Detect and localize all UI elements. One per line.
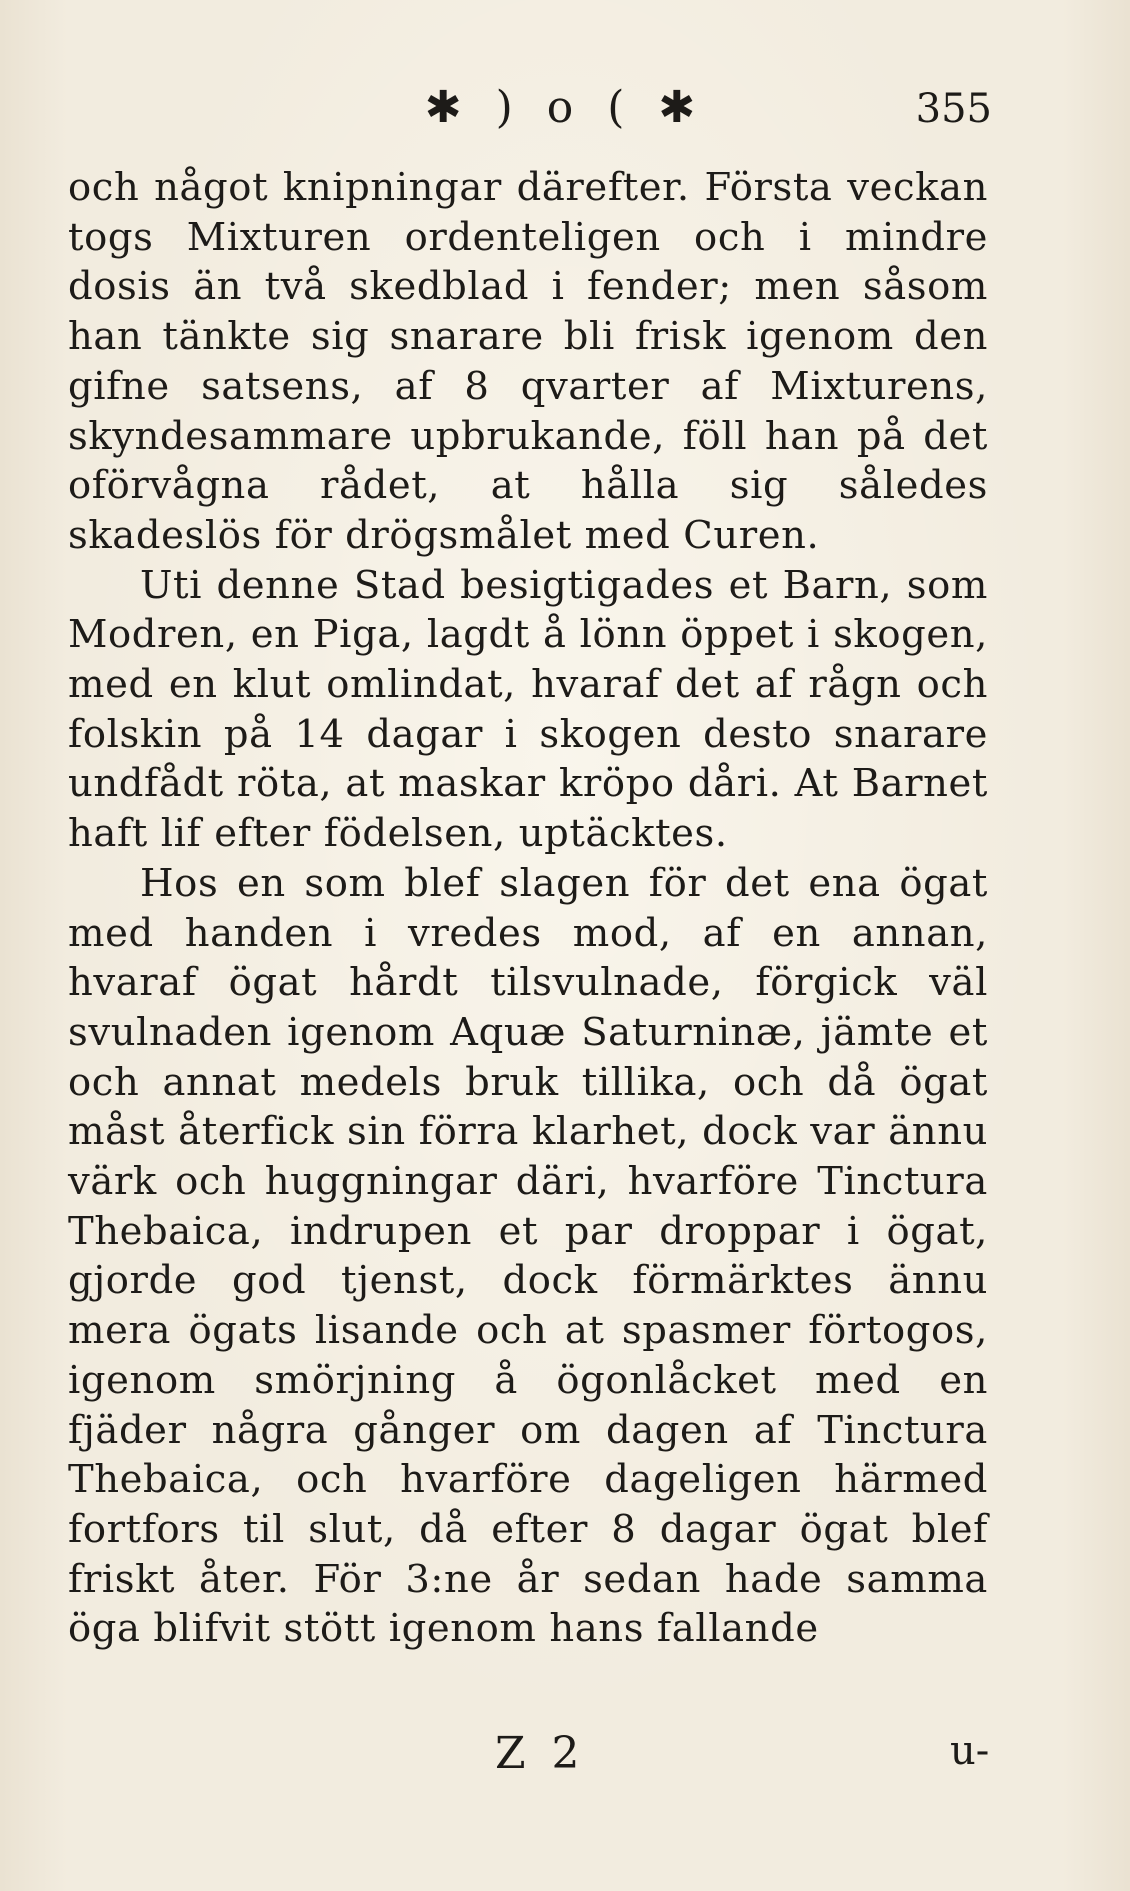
paragraph-2: Uti denne Stad besigtigades et Barn, som Modren, en Piga, lagdt å lönn öppet i skogen, med en klut omlindat, hvaraf det af rågn och folskin på 14 dagar i skogen desto snarare undfådt röta, at maskar kröpo dåri. At Barnet haft lif efter födelsen, uptäcktes. xyxy=(68,562,988,857)
paragraph-3: Hos en som blef slagen för det ena ögat med handen i vredes mod, af en annan, hvaraf ögat hårdt tilsvulnade, förgick väl svulnaden igenom Aquæ Saturninæ, jämte et och annat medels bruk tillika, och då ögat måst återfick sin förra klarhet, dock var ännu värk och huggningar däri, hvarföre Tinctura Thebaica, indrupen et par droppar i ögat, gjorde god tjenst, dock förmärktes ännu mera ögats lisande och at spasmer förtogos, igenom smörjning å ögonlåcket med en fjäder några gånger om dagen af Tinctura Thebaica, och hvarföre dageligen härmed fortfors til slut, då efter 8 dagar ögat blef friskt åter. För 3:ne år sedan hade samma öga blifvit stött igenom hans fallande xyxy=(68,860,988,1652)
page-footer xyxy=(0,1728,1130,1788)
paragraph-1: och något knipningar därefter. Första veckan togs Mixturen ordenteligen och i mindre dosis än två skedblad i fender; men såsom han tänkte sig snarare bli frisk igenom den gifne satsens, af 8 qvarter af Mixturens, skyndesammare upbrukande, föll han på det oförvågna rådet, at hålla sig således skadeslös för drögsmålet med Curen. xyxy=(68,165,988,558)
page-header xyxy=(0,82,1130,142)
signature-mark: Z 2 xyxy=(495,1728,586,1779)
page-number: 355 xyxy=(915,86,992,132)
catchword: u- xyxy=(950,1728,990,1774)
header-ornament: ✱ ) o ( ✱ xyxy=(424,82,706,133)
body-text xyxy=(68,163,988,1654)
